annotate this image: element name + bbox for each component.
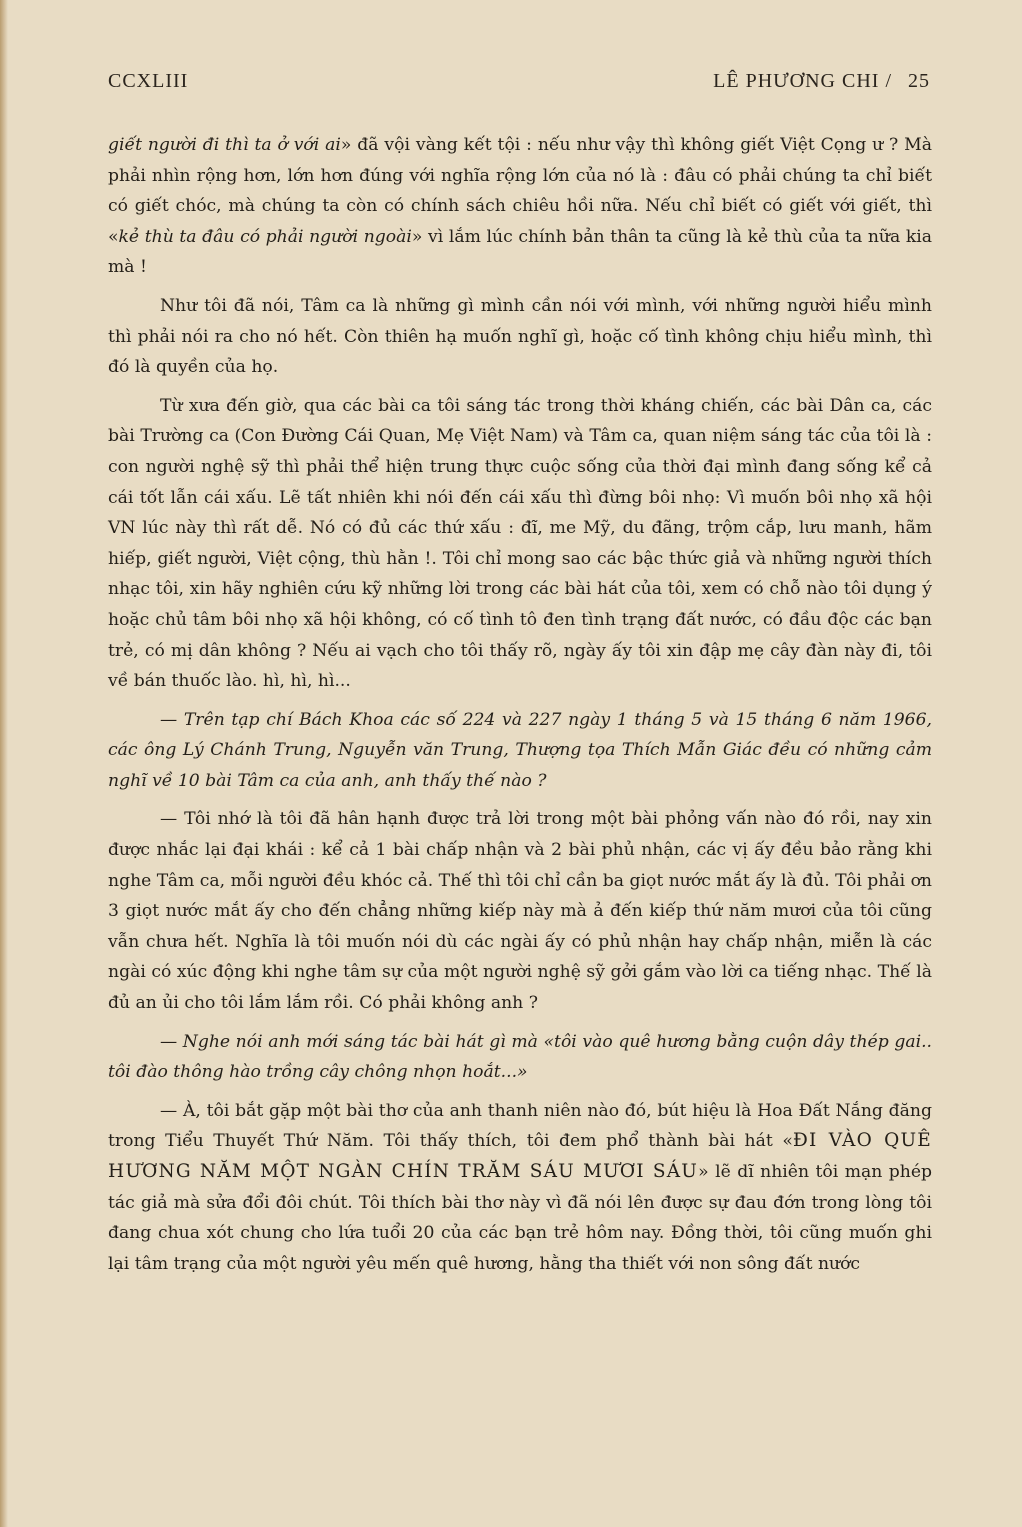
paragraph (108, 130, 932, 283)
song-title: ĐI VÀO QUÊ HƯƠNG NĂM MỘT NGÀN CHÍN TRĂM SÁU MƯƠI SÁU (108, 1130, 933, 1182)
text-segment: — Tôi nhớ là tôi đã hân hạnh được trả lời trong một bài phỏng vấn nào đó rồi, nay xin được nhắc lại đại khái : kể cả 1 bài chấp nhận và 2 bài phủ nhận, các vị ấy đều bảo rằng khi nghe Tâm ca, mỗi người đều khóc cả. Thế thì tôi chỉ cần ba giọt nước mắt ấy là đủ. Tôi phải ơn 3 giọt nước mắt ấy cho đến chẳng những kiếp này mà ả đến kiếp thứ năm mươi của tôi cũng vẫn chưa hết. Nghĩa là tôi muốn nói dù các ngài ấy có phủ nhận hay chấp nhận, miễn là các ngài có xúc động khi nghe tâm sự của một người nghệ sỹ gởi gắm vào lời ca tiếng nhạc. Thế là đủ an ủi cho tôi lắm lắm rồi. Có phải không anh ? (108, 809, 932, 1014)
page-body (108, 130, 932, 1279)
header-separator: / (885, 70, 892, 92)
section-number: CCXLIII (108, 70, 189, 92)
text-segment: » vì lắm lúc chính bản thân ta cũng là kẻ thù của ta nữa kia mà ! (108, 226, 932, 278)
paragraph (108, 391, 932, 697)
text-segment: — À, tôi bắt gặp một bài thơ của anh thanh niên nào đó, bút hiệu là Hoa Đất Nắng đăng trong Tiểu Thuyết Thứ Năm. Tôi thấy thích, tôi đem phổ thành bài hát « (108, 1100, 932, 1152)
page-edge (0, 0, 8, 1527)
italic-text: — Nghe nói anh mới sáng tác bài hát gì mà «tôi vào quê hương bằng cuộn dây thép gai.. tôi đào thông hào trồng cây chông nhọn hoắt...» (108, 1031, 932, 1083)
author-name: LÊ PHƯƠNG CHI (713, 70, 880, 92)
paragraph (108, 705, 932, 797)
text-segment: Từ xưa đến giờ, qua các bài ca tôi sáng tác trong thời kháng chiến, các bài Dân ca, các bài Trường ca (Con Đường Cái Quan, Mẹ Việt Nam) và Tâm ca, quan niệm sáng tác của tôi là : con người nghệ sỹ thì phải thể hiện trung thực cuộc sống của thời đại mình đang sống kể cả cái tốt lẫn cái xấu. Lẽ tất nhiên khi nói đến cái xấu thì đừng bôi nhọ: Vì muốn bôi nhọ xã hội VN lúc này thì rất dễ. Nó có đủ các thứ xấu : đĩ, me Mỹ, du đãng, trộm cắp, lưu manh, hãm hiếp, giết người, Việt cộng, thù hằn !. Tôi chỉ mong sao các bậc thức giả và những người thích nhạc tôi, xin hãy nghiên cứu kỹ những lời trong các bài hát của tôi, xem có chỗ nào tôi dụng ý hoặc chủ tâm bôi nhọ xã hội không, có cố tình tô đen tình trạng đất nước, có đầu độc các bạn trẻ, có mị dân không ? Nếu ai vạch cho tôi thấy rõ, ngày ấy tôi xin đập mẹ cây đàn này đi, tôi về bán thuốc lào. hì, hì, hì... (108, 395, 932, 692)
italic-text: — Trên tạp chí Bách Khoa các số 224 và 227 ngày 1 tháng 5 và 15 tháng 6 năm 1966, các ông Lý Chánh Trung, Nguyễn văn Trung, Thượng tọa Thích Mẫn Giác đều có những cảm nghĩ về 10 bài Tâm ca của anh, anh thấy thế nào ? (108, 709, 932, 791)
paragraph (108, 804, 932, 1018)
text-segment: » lẽ dĩ nhiên tôi mạn phép tác giả mà sửa đổi đôi chút. Tôi thích bài thơ này vì đã nói lên được sự đau đớn trong lòng tôi đang chua xót chung cho lứa tuổi 20 của các bạn trẻ hôm nay. Đồng thời, tôi cũng muốn ghi lại tâm trạng của một người yêu mến quê hương, hằng tha thiết với non sông đất nước (108, 1162, 933, 1274)
header-right (707, 70, 930, 93)
page-number: 25 (908, 70, 930, 92)
paragraph (108, 1096, 932, 1280)
paragraph (108, 1027, 932, 1088)
italic-text: giết người đi thì ta ở với ai (108, 135, 341, 155)
running-header (108, 70, 930, 93)
text-segment: » đã vội vàng kết tội : nếu như vậy thì không giết Việt Cọng ư ? Mà phải nhìn rộng hơn, lớn hơn đúng với nghĩa rộng lớn của nó là : đâu có phải chúng ta chỉ biết có giết chóc, mà chúng ta còn có chính sách chiêu hồi nữa. Nếu chỉ biết có giết với giết, thì « (108, 135, 932, 247)
text-segment: Như tôi đã nói, Tâm ca là những gì mình cần nói với mình, với những người hiểu mình thì phải nói ra cho nó hết. Còn thiên hạ muốn nghĩ gì, hoặc cố tình không chịu hiểu mình, thì đó là quyền của họ. (108, 295, 932, 378)
italic-text: kẻ thù ta đâu có phải người ngoài (118, 226, 412, 247)
paragraph (108, 291, 932, 383)
